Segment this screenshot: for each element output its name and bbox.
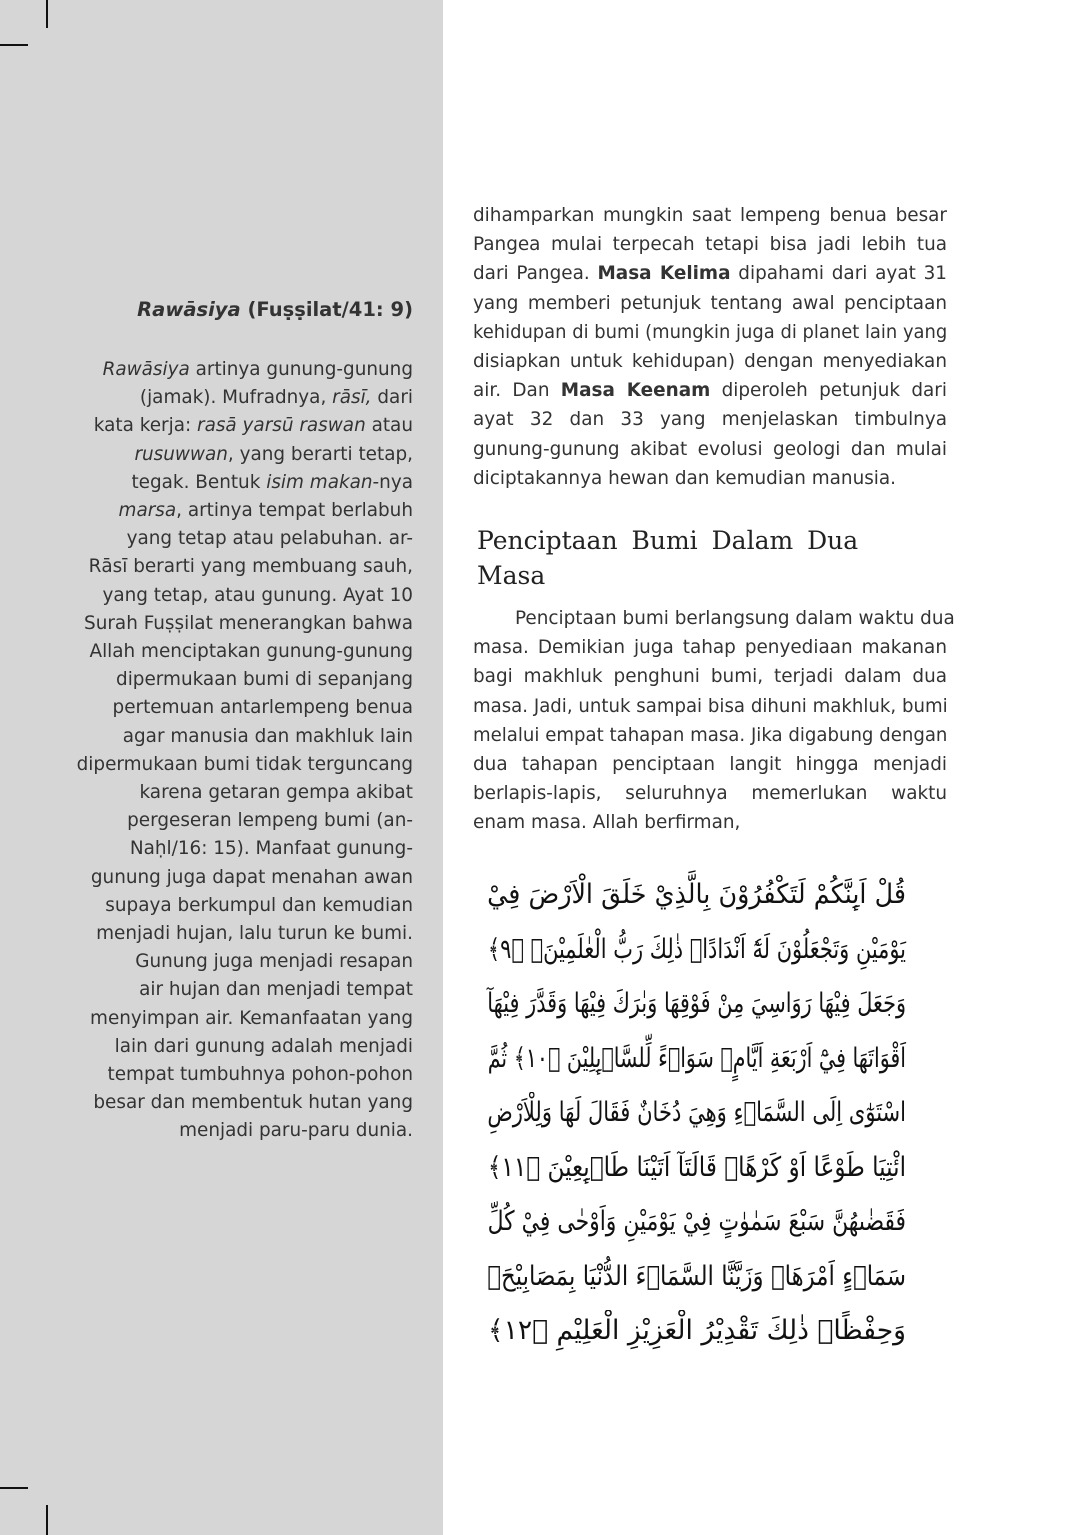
text-line: dua tahapan penciptaan langit hingga menjadi (473, 754, 947, 776)
section-heading (477, 523, 858, 593)
text-line: Rawāsiya artinya gunung-gunung (102, 359, 413, 380)
text-line: ayat 32 dan 33 yang menjelaskan timbulnya (473, 409, 947, 431)
text-line: yang tetap, atau gunung. Ayat 10 (102, 584, 413, 606)
text-line: Pangea mulai terpecah tetapi bisa jadi lebih tua (473, 234, 947, 256)
text-line: (jamak). Mufradnya, rāsī, dari (139, 387, 413, 409)
heading-line: Masa (477, 561, 546, 590)
crop-mark-bottom-vertical (46, 1505, 48, 1535)
text-line: agar manusia dan makhluk lain (122, 725, 413, 747)
text-line: menyimpan air. Kemanfaatan yang (90, 1007, 413, 1029)
arabic-verse-line: وَحِفْظًاۗ ذٰلِكَ تَقْدِيْرُ الْعَزِيْزِ الْعَلِيْمِ ﴿١٢﴾ (488, 1315, 906, 1346)
arabic-verse-line: اَقْوَاتَهَا فِيْٓ اَرْبَعَةِ اَيَّامٍۗ سَوَاۤءً لِّلسَّاۤىِٕلِيْنَ ﴿١٠﴾ ثُمَّ (487, 1042, 906, 1074)
text-line: dipermukaan bumi di sepanjang (116, 669, 413, 691)
text-line: karena getaran gempa akibat (139, 782, 413, 804)
text-line: air hujan dan menjadi tempat (139, 979, 413, 1001)
text-line: rusuwwan, yang berarti tetap, (134, 443, 413, 465)
paragraph-penciptaan (473, 604, 955, 838)
text-line: bagi makhluk penghuni bumi, terjadi dalam dua (473, 666, 947, 688)
text-line: pertemuan antarlempeng benua (112, 697, 413, 719)
text-line: masa. Demikian juga tahap penyediaan makanan (473, 637, 947, 659)
arabic-verse-line: قُلْ اَىِٕنَّكُمْ لَتَكْفُرُوْنَ بِالَّذِيْ خَلَقَ الْاَرْضَ فِيْ (487, 879, 906, 910)
text-line: kata kerja: rasā yarsū raswan atau (93, 415, 413, 437)
text-line: besar dan membentuk hutan yang (93, 1092, 413, 1114)
crop-mark-top-horizontal (0, 44, 28, 46)
text-line: Surah Fuṣṣilat menerangkan bahwa (84, 612, 413, 634)
text-line: lain dari gunung adalah menjadi (114, 1035, 413, 1057)
paragraph-masa (473, 201, 947, 493)
text-line: gunung-gunung akibat evolusi geologi dan mulai (473, 438, 947, 460)
text-line: air. Dan Masa Keenam diperoleh petunjuk dari (473, 380, 947, 402)
sidebar-body (73, 356, 413, 1146)
arabic-verse-line: اسْتَوٰٓى اِلَى السَّمَاۤءِ وَهِيَ دُخَانٌ فَقَالَ لَهَا وَلِلْاَرْضِ (487, 1097, 906, 1128)
text-line: dihamparkan mungkin saat lempeng benua besar (473, 205, 947, 226)
text-line: supaya berkumpul dan kemudian (105, 894, 413, 916)
arabic-verse-line: وَجَعَلَ فِيْهَا رَوَاسِيَ مِنْ فَوْقِهَا وَبٰرَكَ فِيْهَا وَقَدَّرَ فِيْهَآ (487, 988, 906, 1019)
text-line: enam masa. Allah berfirman, (473, 812, 741, 834)
text-line: pergeseran lempeng bumi (an- (127, 810, 413, 832)
arabic-verse-line: سَمَاۤءٍ اَمْرَهَاۗ وَزَيَّنَّا السَّمَاۤءَ الدُّنْيَا بِمَصَابِيْحَۖ (487, 1260, 906, 1292)
crop-mark-bottom-horizontal (0, 1487, 28, 1489)
text-line: Gunung juga menjadi resapan (135, 951, 413, 973)
text-line: Allah menciptakan gunung-gunung (89, 641, 413, 663)
text-line: tempat tumbuhnya pohon-pohon (107, 1064, 413, 1086)
text-line: Naḥl/16: 15). Manfaat gunung- (129, 838, 413, 860)
text-line: Penciptaan bumi berlangsung dalam waktu dua (515, 608, 955, 629)
text-line: yang tetap atau pelabuhan. ar- (126, 528, 413, 550)
sidebar-title-term: Rawāsiya (137, 298, 241, 321)
text-line: menjadi hujan, lalu turun ke bumi. (96, 923, 413, 945)
arabic-verse-line: فَقَضٰىهُنَّ سَبْعَ سَمٰوٰتٍ فِيْ يَوْمَيْنِ وَاَوْحٰى فِيْ كُلِّ (487, 1206, 906, 1237)
text-line: gunung juga dapat menahan awan (90, 866, 413, 888)
text-line: dipermukaan bumi tidak terguncang (76, 753, 413, 775)
text-line: disiapkan untuk kehidupan) dengan menyediakan (473, 351, 947, 373)
text-line: masa. Jadi, untuk sampai bisa dihuni makhluk, bumi (473, 695, 948, 717)
text-line: tegak. Bentuk isim makan-nya (131, 471, 413, 493)
text-line: marsa, artinya tempat berlabuh (118, 500, 413, 522)
text-line: Rāsī berarti yang membuang sauh, (88, 556, 413, 578)
heading-line: Penciptaan Bumi Dalam Dua (477, 526, 859, 555)
text-line: melalui empat tahapan masa. Jika digabung dengan (473, 724, 948, 746)
text-line: dari Pangea. Masa Kelima dipahami dari ayat 31 (473, 263, 947, 285)
text-line: yang memberi petunjuk tentang awal penciptaan (473, 292, 947, 314)
text-line: berlapis-lapis, seluruhnya memerlukan waktu (473, 783, 947, 805)
arabic-verse-line: ائْتِيَا طَوْعًا اَوْ كَرْهًاۗ قَالَتَآ اَتَيْنَا طَاۤىِٕعِيْنَ ﴿١١﴾ (487, 1151, 906, 1183)
arabic-verse-line: يَوْمَيْنِ وَتَجْعَلُوْنَ لَهٗٓ اَنْدَادًاۗ ذٰلِكَ رَبُّ الْعٰلَمِيْنَۚ ﴿٩﴾ (487, 933, 906, 965)
quran-verse-block (488, 868, 906, 1359)
text-line: diciptakannya hewan dan kemudian manusia. (473, 467, 897, 489)
text-line: menjadi paru-paru dunia. (179, 1120, 413, 1142)
text-line: kehidupan di bumi (mungkin juga di planet lain yang (473, 321, 948, 343)
sidebar-title-reference: (Fuṣṣilat/41: 9) (240, 298, 413, 321)
sidebar-title (137, 298, 413, 321)
crop-mark-top-vertical (46, 0, 48, 28)
